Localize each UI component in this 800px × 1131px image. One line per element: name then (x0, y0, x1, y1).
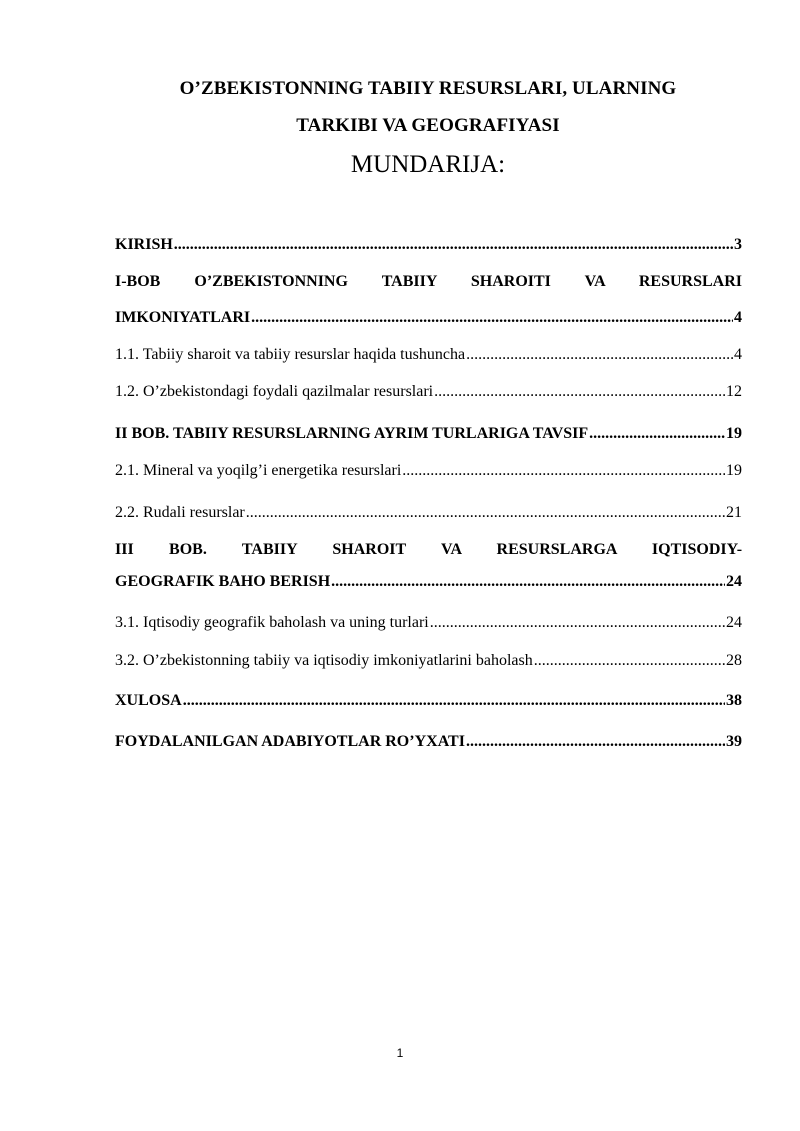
toc-entry-page: 38 (726, 692, 742, 709)
toc-entry-page: 21 (726, 504, 742, 521)
toc-entry-page: 4 (734, 346, 742, 363)
toc-entry-title: GEOGRAFIK BAHO BERISH (115, 573, 331, 590)
toc-leader-dots (183, 689, 725, 713)
toc-word: RESURSLARGA (496, 541, 617, 558)
toc-leader-dots (434, 380, 725, 404)
toc-entry-1-1[interactable] (115, 343, 742, 367)
toc-entry-bob1-line1[interactable] (115, 270, 742, 294)
toc-entry-title: 1.2. O’zbekistondagi foydali qazilmalar resurslari (115, 383, 434, 400)
toc-word: VA (584, 273, 605, 290)
toc-entry-title: 3.1. Iqtisodiy geografik baholash va uning turlari (115, 614, 429, 631)
toc-leader-dots (331, 570, 725, 594)
toc-entry-title: XULOSA (115, 692, 182, 709)
document-title-line-2: TARKIBI VA GEOGRAFIYASI (296, 115, 560, 136)
toc-word: VA (441, 541, 462, 558)
toc-entry-title: II BOB. TABIIY RESURSLARNING AYRIM TURLARIGA TAVSIF (115, 425, 589, 442)
toc-entry-title: 2.1. Mineral va yoqilg’i energetika resurslari (115, 462, 402, 479)
toc-leader-dots (589, 422, 725, 446)
toc-entry-title: KIRISH (115, 236, 173, 253)
toc-entry-bob2[interactable] (115, 422, 742, 446)
toc-entry-xulosa[interactable] (115, 689, 742, 713)
toc-entry-page: 3 (734, 236, 742, 253)
toc-word: SHAROIT (332, 541, 406, 558)
toc-leader-dots (534, 649, 725, 673)
toc-entry-1-2[interactable] (115, 380, 742, 404)
toc-entry-3-2[interactable] (115, 649, 742, 673)
toc-word: IQTISODIY- (651, 541, 743, 558)
toc-leader-dots (174, 233, 733, 257)
toc-entry-kirish[interactable] (115, 233, 742, 257)
toc-word: O’ZBEKISTONNING (194, 273, 348, 290)
toc-entry-page: 24 (726, 614, 742, 631)
toc-word: III (115, 541, 134, 558)
toc-entry-3-1[interactable] (115, 611, 742, 635)
toc-entry-title: IMKONIYATLARI (115, 309, 251, 326)
toc-entry-title: 2.2. Rudali resurslar (115, 504, 245, 521)
toc-leader-dots (466, 343, 733, 367)
toc-leader-dots (466, 730, 725, 754)
toc-leader-dots (246, 501, 725, 525)
toc-word: I-BOB (115, 273, 161, 290)
toc-leader-dots (430, 611, 725, 635)
toc-entry-bob3-line2[interactable] (115, 570, 742, 594)
toc-leader-dots (402, 459, 725, 483)
toc-word: RESURSLARI (638, 273, 743, 290)
toc-word: TABIIY (381, 273, 437, 290)
toc-entry-title: 1.1. Tabiiy sharoit va tabiiy resurslar haqida tushuncha (115, 346, 466, 363)
toc-entry-page: 19 (726, 425, 742, 442)
toc-entry-2-2[interactable] (115, 501, 742, 525)
toc-entry-title: 3.2. O’zbekistonning tabiiy va iqtisodiy imkoniyatlarini baholash (115, 652, 533, 669)
toc-entry-page: 24 (726, 573, 742, 590)
toc-leader-dots (251, 306, 733, 330)
toc-word: BOB. (169, 541, 207, 558)
toc-entry-bob3-line1[interactable] (115, 538, 742, 562)
toc-word: SHAROITI (470, 273, 551, 290)
toc-word: TABIIY (241, 541, 298, 558)
toc-entry-page: 4 (734, 309, 742, 326)
toc-entry-title: FOYDALANILGAN ADABIYOTLAR RO’YXATI (115, 733, 465, 750)
toc-entry-bob1-line2[interactable] (115, 306, 742, 330)
toc-entry-page: 19 (726, 462, 742, 479)
toc-entry-adabiyotlar[interactable] (115, 730, 742, 754)
toc-entry-page: 12 (726, 383, 742, 400)
toc-entry-page: 28 (726, 652, 742, 669)
contents-heading: MUNDARIJA: (350, 151, 506, 178)
page-number: 1 (396, 1046, 404, 1060)
document-title-line-1: O’ZBEKISTONNING TABIIY RESURSLARI, ULARNING (179, 78, 677, 99)
toc-entry-2-1[interactable] (115, 459, 742, 483)
toc-entry-page: 39 (726, 733, 742, 750)
